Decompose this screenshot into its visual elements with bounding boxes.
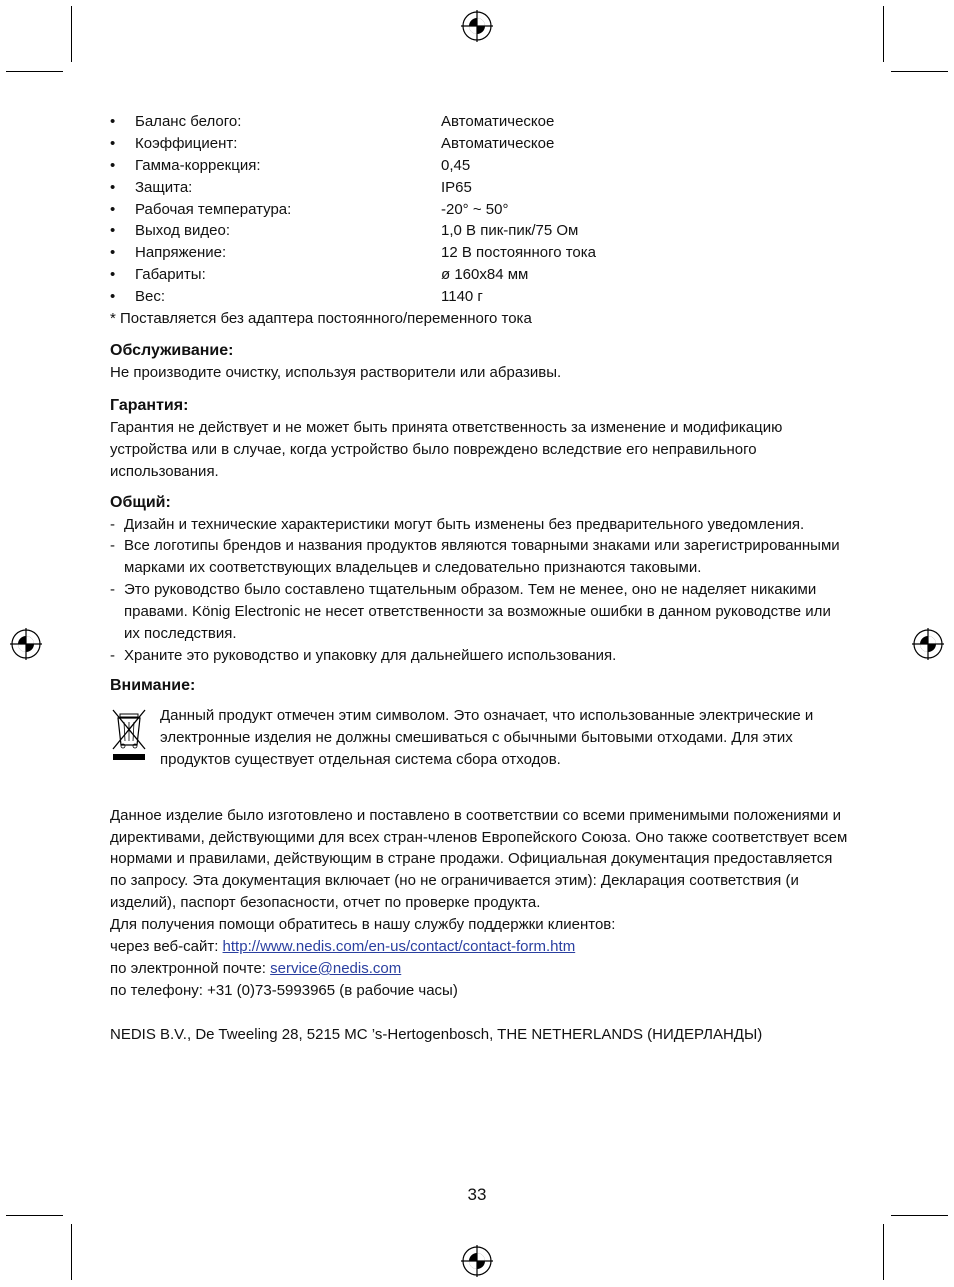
spec-row — [110, 199, 850, 221]
section-heading: Общий: — [110, 493, 171, 511]
warranty-section — [110, 395, 850, 483]
spec-row — [110, 242, 850, 264]
spec-label: Рабочая температура: — [135, 200, 292, 218]
dash-marker: - — [110, 515, 115, 533]
spec-label: Защита: — [135, 178, 193, 196]
company-address: NEDIS B.V., De Tweeling 28, 5215 MC ’s-Hertogenbosch, THE NETHERLANDS (НИДЕРЛАНДЫ) — [110, 1025, 763, 1043]
registration-mark-icon — [10, 628, 42, 660]
spec-label: Гамма-коррекция: — [135, 156, 261, 174]
section-heading: Гарантия: — [110, 396, 189, 414]
spec-value: 1,0 В пик-пик/75 Ом — [441, 222, 579, 240]
bullet: • — [110, 222, 116, 240]
spec-value: 12 В постоянного тока — [441, 244, 596, 262]
crop-mark — [883, 6, 884, 62]
spec-value: 0,45 — [441, 156, 471, 174]
spec-row — [110, 264, 850, 286]
bullet: • — [110, 200, 116, 218]
dash-marker: - — [110, 581, 115, 599]
spec-list — [110, 111, 850, 308]
bullet: • — [110, 134, 116, 152]
caution-text: Данный продукт отмечен этим символом. Это означает, что использованные электрические и электронные изделия не должны смешиваться с обычными бытовыми отходами. Для этих продуктов существует отдельная система сбора отходов. — [160, 706, 814, 768]
crop-mark — [891, 71, 948, 72]
section-text: Не производите очистку, используя растворители или абразивы. — [110, 363, 562, 381]
bullet: • — [110, 156, 116, 174]
spec-value: 1140 г — [441, 288, 483, 306]
spec-label: Выход видео: — [135, 222, 231, 240]
spec-value: Автоматическое — [441, 134, 555, 152]
spec-label: Вес: — [135, 288, 166, 306]
section-text: Гарантия не действует и не может быть принята ответственность за изменение и модификацию устройства или в случае, когда устройство было повреждено вследствие его неправильного использования. — [110, 418, 783, 480]
spec-value: Автоматическое — [441, 113, 555, 130]
list-item — [110, 645, 850, 667]
spec-row — [110, 155, 850, 177]
support-phone: по телефону: +31 (0)73-5993965 (в рабочие часы) — [110, 981, 458, 999]
spec-value: ø 160x84 мм — [441, 266, 529, 284]
compliance-text: Данное изделие было изготовлено и поставлено в соответствии со всеми применимыми положениями и директивами, действующими для всех стран-членов Европейского Союза. Оно также соответствует всем нормами и правилами, действующим в стране продажи. Официальная документация предоставляется по запросу. Эта документация включает (но не ограничивается этим): Декларация соответствия (и изделий), паспорт безопасности, отчет по проверке продукта. — [110, 806, 848, 912]
weee-notice — [110, 705, 850, 771]
spec-row — [110, 177, 850, 199]
list-item — [110, 514, 850, 536]
spec-label: Напряжение: — [135, 244, 227, 262]
spec-value: IP65 — [441, 178, 472, 196]
website-label: через веб-сайт: — [110, 938, 223, 956]
list-item — [110, 535, 850, 579]
dash-marker: - — [110, 537, 115, 555]
crop-mark — [883, 1224, 884, 1280]
bullet: • — [110, 113, 116, 130]
general-section — [110, 492, 850, 667]
list-item-text: Храните это руководство и упаковку для дальнейшего использования. — [124, 646, 617, 664]
crop-mark — [71, 6, 72, 62]
support-email — [110, 958, 850, 980]
bullet: • — [110, 266, 116, 284]
dash-marker: - — [110, 646, 115, 664]
crop-mark — [71, 1224, 72, 1280]
support-website — [110, 936, 850, 958]
spec-label: Габариты: — [135, 266, 206, 284]
support-intro: Для получения помощи обратитесь в нашу службу поддержки клиентов: — [110, 916, 616, 934]
page-content — [110, 111, 850, 1046]
registration-mark-icon — [912, 628, 944, 660]
bullet: • — [110, 244, 116, 262]
spec-footnote: * Поставляется без адаптера постоянного/переменного тока — [110, 310, 532, 328]
list-item-text: Все логотипы брендов и названия продуктов являются товарными знаками или зарегистрированными марками их соответствующих владельцев и следовательно признаются таковыми. — [124, 537, 840, 577]
crop-mark — [891, 1215, 948, 1216]
weee-bin-icon — [110, 705, 160, 771]
spec-value: -20° ~ 50° — [441, 200, 509, 218]
website-link[interactable]: http://www.nedis.com/en-us/contact/contact-form.htm — [222, 938, 576, 956]
compliance-section — [110, 805, 850, 1002]
list-item — [110, 579, 850, 645]
bullet: • — [110, 178, 116, 196]
caution-section — [110, 675, 850, 771]
email-label: по электронной почте: — [110, 959, 271, 977]
spec-label: Коэффициент: — [135, 134, 238, 152]
page-number: 33 — [467, 1185, 487, 1204]
registration-mark-icon — [461, 1245, 493, 1277]
email-link[interactable]: service@nedis.com — [270, 959, 402, 977]
bullet: • — [110, 288, 116, 306]
section-heading: Внимание: — [110, 676, 196, 694]
crop-mark — [6, 71, 63, 72]
crop-mark — [6, 1215, 63, 1216]
spec-row — [110, 220, 850, 242]
spec-row — [110, 111, 850, 133]
list-item-text: Дизайн и технические характеристики могут быть изменены без предварительного уведомления. — [124, 515, 805, 533]
spec-label: Баланс белого: — [135, 113, 242, 130]
spec-row — [110, 133, 850, 155]
registration-mark-icon — [461, 10, 493, 42]
maintenance-section — [110, 340, 850, 384]
section-heading: Обслуживание: — [110, 341, 234, 359]
list-item-text: Это руководство было составлено тщательным образом. Тем не менее, оно не наделяет никакими правами. König Electronic не несет ответственности за возможные ошибки в данном руководстве или их последствия. — [124, 581, 831, 643]
spec-row — [110, 286, 850, 308]
